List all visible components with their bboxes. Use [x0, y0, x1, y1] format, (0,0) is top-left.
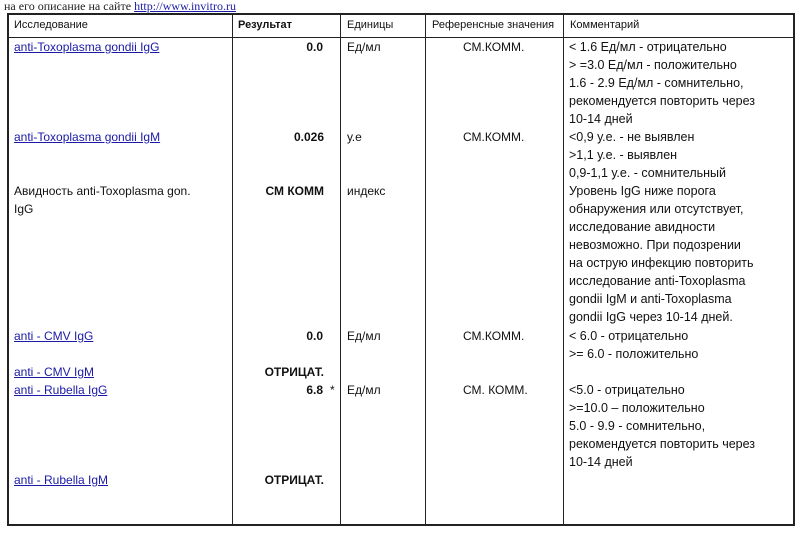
divider [563, 13, 564, 526]
result-value: ОТРИЦАТ. [264, 473, 324, 487]
result-value: 0.026 [293, 130, 324, 144]
result-value: СМ КОММ [265, 184, 324, 198]
result-value: ОТРИЦАТ. [264, 365, 324, 379]
header-reference: Референсные значения [432, 19, 555, 31]
comment-line: < 6.0 - отрицательно [569, 329, 689, 343]
units: Ед/мл [347, 40, 381, 54]
header-result: Результат [238, 19, 293, 31]
reference-value: СМ.КОММ. [463, 329, 525, 343]
reference-value: СМ.КОММ. [463, 130, 525, 144]
study-name: Авидность anti-Toxoplasma gon. [14, 184, 191, 198]
comment-line: 10-14 дней [569, 455, 633, 469]
reference-value: СМ. КОММ. [463, 383, 528, 397]
comment-line: >= 6.0 - положительно [569, 347, 699, 361]
header-comment: Комментарий [570, 19, 640, 31]
result-value: 6.8 [306, 383, 323, 397]
divider [425, 13, 426, 526]
comment-line: на острую инфекцию повторить [569, 256, 754, 270]
study-name[interactable]: anti - CMV IgM [14, 365, 95, 379]
units: Ед/мл [347, 383, 381, 397]
comment-line: >=10.0 – положительно [569, 401, 705, 415]
study-name[interactable]: anti - Rubella IgM [14, 473, 109, 487]
divider [232, 13, 233, 526]
units: Ед/мл [347, 329, 381, 343]
study-name[interactable]: anti - CMV IgG [14, 329, 94, 343]
comment-line: невозможно. При подозрении [569, 238, 741, 252]
comment-line: Уровень IgG ниже порога [569, 184, 716, 198]
result-value: 0.0 [306, 40, 323, 54]
comment-line: 10-14 дней [569, 112, 633, 126]
reference-value: СМ.КОММ. [463, 40, 525, 54]
comment-line: <5.0 - отрицательно [569, 383, 685, 397]
comment-line: gondii IgG через 10-14 дней. [569, 310, 733, 324]
comment-line: <0,9 у.е. - не выявлен [569, 130, 695, 144]
comment-line: обнаружения или отсутствует, [569, 202, 744, 216]
result-flag: * [330, 383, 335, 397]
study-name[interactable]: anti-Toxoplasma gondii IgM [14, 130, 161, 144]
comment-line: >1,1 у.е. - выявлен [569, 148, 678, 162]
comment-line: gondii IgM и anti-Toxoplasma [569, 292, 732, 306]
units: у.е [347, 130, 362, 144]
study-name[interactable]: anti - Rubella IgG [14, 383, 108, 397]
comment-line: > =3.0 Ед/мл - положительно [569, 58, 737, 72]
study-name[interactable]: anti-Toxoplasma gondii IgG [14, 40, 160, 54]
invitro-link[interactable]: http://www.invitro.ru [134, 0, 236, 13]
comment-line: исследование авидности [569, 220, 716, 234]
comment-line: 1.6 - 2.9 Ед/мл - сомнительно, [569, 76, 744, 90]
comment-line: исследование anti-Toxoplasma [569, 274, 746, 288]
comment-line: 0,9-1,1 у.е. - сомнительный [569, 166, 727, 180]
result-value: 0.0 [306, 329, 323, 343]
study-name-cont: IgG [14, 202, 34, 216]
header-units: Единицы [347, 19, 394, 31]
comment-line: рекомендуется повторить через [569, 437, 756, 451]
intro-text [4, 0, 236, 12]
comment-line: 5.0 - 9.9 - сомнительно, [569, 419, 706, 433]
divider [340, 13, 341, 526]
intro-label: на его описание на сайте [4, 0, 132, 13]
comment-line: < 1.6 Ед/мл - отрицательно [569, 40, 727, 54]
units: индекс [347, 184, 386, 198]
header-study: Исследование [14, 19, 88, 31]
comment-line: рекомендуется повторить через [569, 94, 756, 108]
